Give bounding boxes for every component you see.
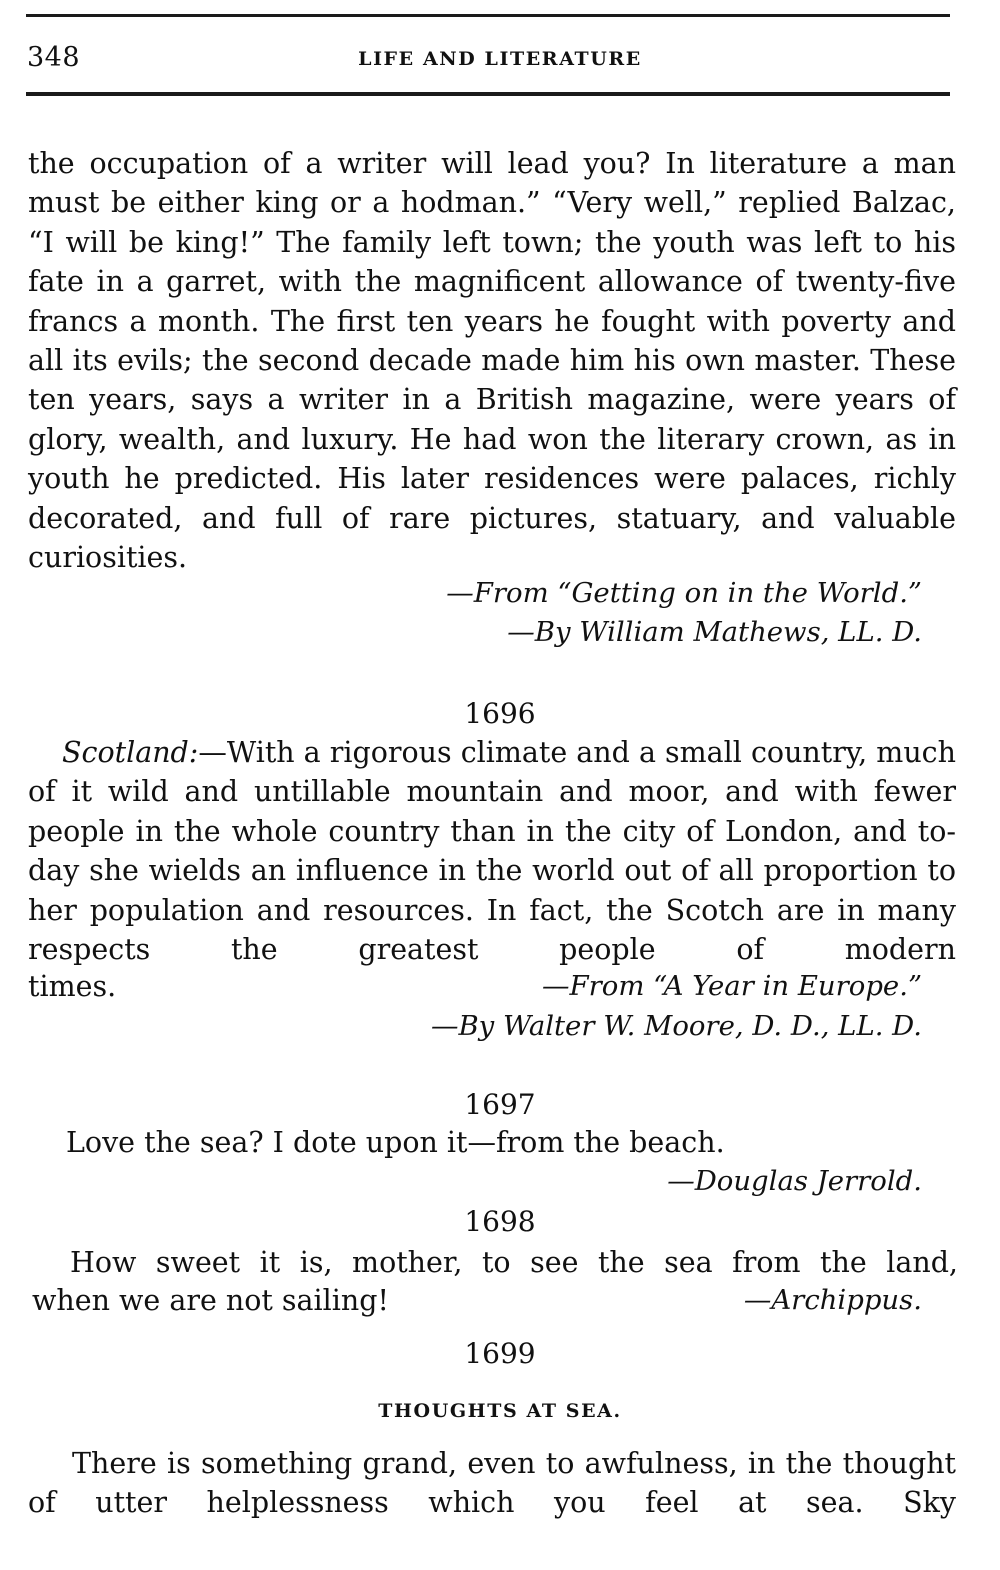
- entry-1696-source: —From “A Year in Europe.”: [542, 970, 922, 1002]
- entry-1696-text-end: times.: [28, 970, 117, 1003]
- entry-1698-line-2: when we are not sailing!: [32, 1284, 389, 1317]
- entry-1696-body: —With a rigorous climate and a small country, much of it wild and untillable mountain and moor, and with fewer people in the whole country than in the city of London, and to-day she wields an influence in the world out of all proportion to her population and resources. In fact, the Scotch are in many respects the greatest people of modern: [28, 736, 956, 967]
- entry-number-1699: 1699: [464, 1337, 536, 1370]
- entry-1698-line-1: How sweet it is, mother, to see the sea from the land,: [70, 1246, 958, 1279]
- passage-continued-text: the occupation of a writer will lead you? In literature a man must be either king or a hodman.” “Very well,” replied Balzac, “I will be king!” The family left town; the youth was left to his fate in a garret, with the magnificent allowance of twenty-five francs a month. The first ten years he fought with poverty and all its evils; the second decade made him his own master. These ten years, says a writer in a British magazine, were years of glory, wealth, and luxury. He had won the literary crown, as in youth he predicted. His later residences were palaces, richly decorated, and full of rare pictures, statuary, and valuable curiosities.: [28, 147, 956, 575]
- entry-1698-author: —Archippus.: [743, 1284, 922, 1316]
- header-rule: [26, 92, 950, 96]
- running-title: LIFE AND LITERATURE: [358, 48, 642, 70]
- passage-continued-source: —From “Getting on in the World.”: [446, 577, 922, 609]
- entry-1699-text: There is something grand, even to awfulness, in the thought of utter helplessness which you feel at sea. Sky: [28, 1447, 956, 1520]
- entry-1696-text: [28, 733, 956, 969]
- passage-continued-author: —By William Mathews, LL. D.: [507, 616, 922, 648]
- entry-1696-lead: Scotland:: [62, 736, 199, 769]
- entry-number-1696: 1696: [464, 697, 536, 730]
- entry-1696-author: —By Walter W. Moore, D. D., LL. D.: [430, 1010, 922, 1042]
- entry-1697-text: Love the sea? I dote upon it—from the beach.: [66, 1126, 725, 1159]
- entry-number-1697: 1697: [464, 1088, 536, 1121]
- entry-number-1698: 1698: [464, 1205, 536, 1238]
- entry-1699-heading: THOUGHTS AT SEA.: [378, 1400, 622, 1422]
- page-number: 348: [27, 42, 81, 73]
- entry-1697-author: —Douglas Jerrold.: [667, 1165, 922, 1197]
- top-rule: [26, 14, 950, 17]
